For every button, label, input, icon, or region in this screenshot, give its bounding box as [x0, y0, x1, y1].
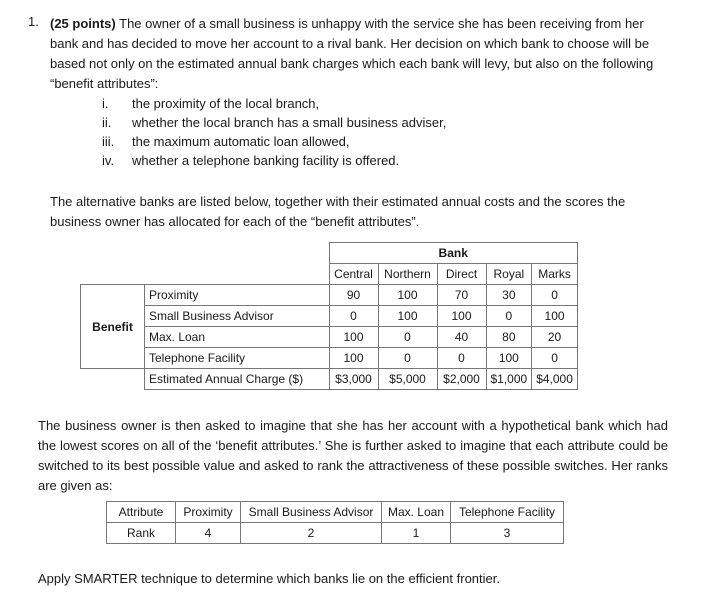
column-header: Northern: [378, 264, 437, 285]
table-row: Small Business Advisor 0 100 100 0 100: [81, 306, 578, 327]
table-row: Rank 4 2 1 3: [107, 523, 564, 544]
hypothetical-text: The business owner is then asked to imagine that she has her account with a hypothetical bank which had the lowest scores on all of the ‘benefit attributes.’ She is further asked to imagine that each attribute could be switched to its best possible value and asked to rank the attractiveness of these possible switches. Her ranks are given as:: [38, 418, 668, 493]
table-row: Telephone Facility 100 0 0 100 0: [81, 348, 578, 369]
table-row: Attribute Proximity Small Business Advisor Max. Loan Telephone Facility: [107, 502, 564, 523]
column-header: Marks: [532, 264, 578, 285]
alternatives-text: The alternative banks are listed below, together with their estimated annual costs and the scores the business owner has allocated for each of the “benefit attributes”.: [50, 194, 626, 229]
table-row: Benefit Proximity 90 100 70 30 0: [81, 285, 578, 306]
benefit-group-label: Benefit: [81, 285, 145, 369]
table-row: Max. Loan 100 0 40 80 20: [81, 327, 578, 348]
question-number: 1.: [28, 14, 39, 29]
bank-scores-table: [80, 242, 578, 390]
intro-text: The owner of a small business is unhappy with the service she has been receiving from her bank and has decided to move her account to a rival bank. Her decision on which bank to choose will be based not only on the estimated annual bank charges which each bank will levy, but also on the following “benefit attributes”:: [50, 16, 654, 91]
column-header: Central: [329, 264, 378, 285]
table-row: Estimated Annual Charge ($) $3,000 $5,000 $2,000 $1,000 $4,000: [81, 369, 578, 390]
column-header: Royal: [486, 264, 532, 285]
column-header: Direct: [437, 264, 486, 285]
question-intro: [50, 14, 660, 94]
rank-table: [106, 501, 564, 544]
row-header: Attribute: [107, 502, 176, 523]
task-text: Apply SMARTER technique to determine which banks lie on the efficient frontier.: [38, 571, 500, 586]
bank-group-header: Bank: [329, 243, 577, 264]
row-header: Rank: [107, 523, 176, 544]
points-label: (25 points): [50, 16, 116, 31]
